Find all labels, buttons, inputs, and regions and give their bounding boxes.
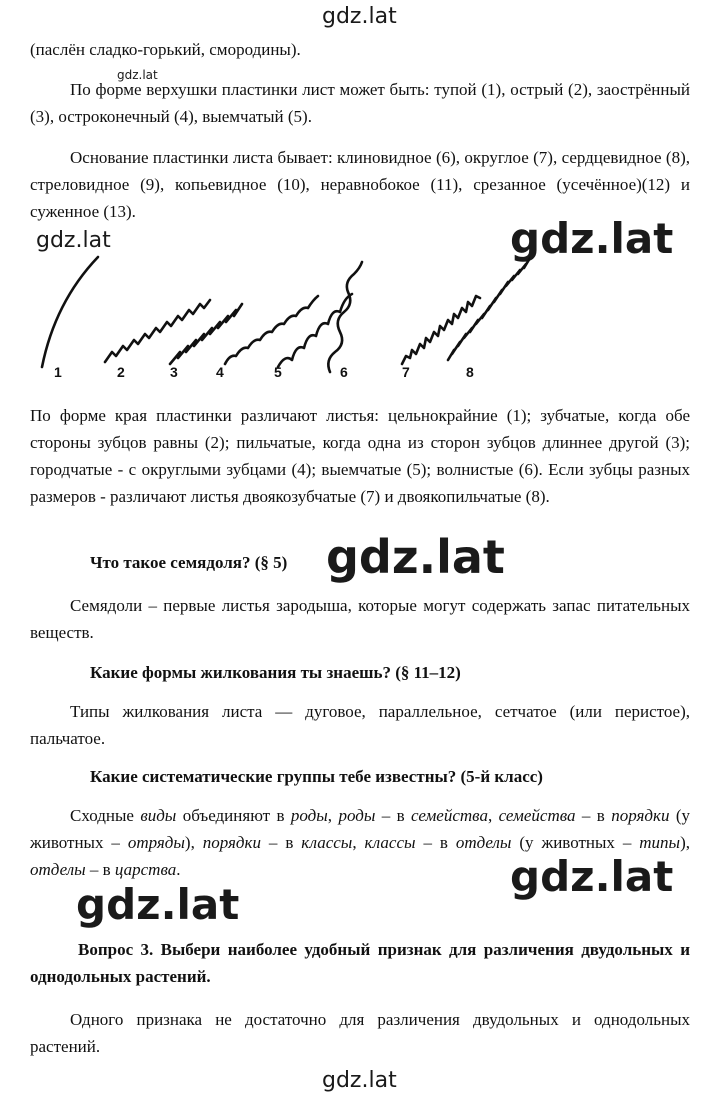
edge-sinuate <box>278 294 352 367</box>
paragraph-taxonomy-answer: Сходные виды объединяют в роды, роды – в семейства, семейства – в порядки (у животных – отряды), порядки – в классы, классы – в отделы (у животных – типы), отделы – в царства. <box>30 806 691 879</box>
edge-crenate <box>225 296 318 364</box>
edge-double-toothed <box>402 296 480 364</box>
figure-label-4: 4 <box>216 364 224 380</box>
leaf-margin-figure <box>30 232 530 387</box>
figure-label-8: 8 <box>466 364 474 380</box>
figure-label-6: 6 <box>340 364 348 380</box>
paragraph-leaf-margins: По форме края пластинки различают листья: цельнокрайние (1); зубчатые, когда обе стороны зубцов равны (2); пильчатые, когда одна из сторон зубцов длиннее другой (3); городчатые - с округлыми зубцами (4); выемчатые (5); волнистые (6). Если зубцы разных размеров - различают листья двоякозубчатые (7) и двоякопильчатые (8). <box>30 406 690 506</box>
figure-label-1: 1 <box>54 364 62 380</box>
paragraph-venation-answer: Типы жилкования листа — дуговое, параллельное, сетчатое (или перистое), пальчатое. <box>30 702 690 748</box>
watermark-lower-right: gdz.lat <box>510 852 674 901</box>
figure-label-7: 7 <box>402 364 410 380</box>
edge-toothed <box>105 300 210 362</box>
watermark-lower-left: gdz.lat <box>76 880 240 929</box>
paragraph-cotyledon-answer: Семядоли – первые листья зародыша, которые могут содержать запас питательных веществ. <box>30 596 690 642</box>
watermark-mid: gdz.lat <box>326 530 505 584</box>
watermark-figure-left: gdz.lat <box>36 228 111 253</box>
figure-label-2: 2 <box>117 364 125 380</box>
paragraph-leaf-base: Основание пластинки листа бывает: клиновидное (6), округлое (7), сердцевидное (8), стреловидное (9), копьевидное (10), неравнобокое (11), срезанное (усечённое)(12) и суженное (13). <box>30 148 690 221</box>
heading-cotyledon: Что такое семядоля? (§ 5) <box>90 553 288 572</box>
edge-undulate <box>328 262 362 372</box>
paragraph-leaf-apex: По форме верхушки пластинки лист может быть: тупой (1), острый (2), заострённый (3), остроконечный (4), выемчатый (5). <box>30 80 690 126</box>
heading-venation: Какие формы жилкования ты знаешь? (§ 11–12) <box>90 663 461 682</box>
watermark-top: gdz.lat <box>322 4 397 29</box>
edge-entire <box>42 257 98 367</box>
figure-label-3: 3 <box>170 364 178 380</box>
heading-taxonomy: Какие систематические группы тебе известны? (5-й класс) <box>90 767 543 786</box>
figure-label-5: 5 <box>274 364 282 380</box>
watermark-small: gdz.lat <box>117 68 158 82</box>
heading-question-3: Вопрос 3. Выбери наиболее удобный признак для различения двудольных и однодольных растений. <box>30 940 690 986</box>
watermark-figure-right: gdz.lat <box>510 214 674 263</box>
watermark-bottom: gdz.lat <box>322 1068 397 1093</box>
paragraph-berries: (паслён сладко-горький, смородины). <box>30 40 301 59</box>
paragraph-question-3-answer: Одного признака не достаточно для различения двудольных и однодольных растений. <box>30 1010 690 1056</box>
